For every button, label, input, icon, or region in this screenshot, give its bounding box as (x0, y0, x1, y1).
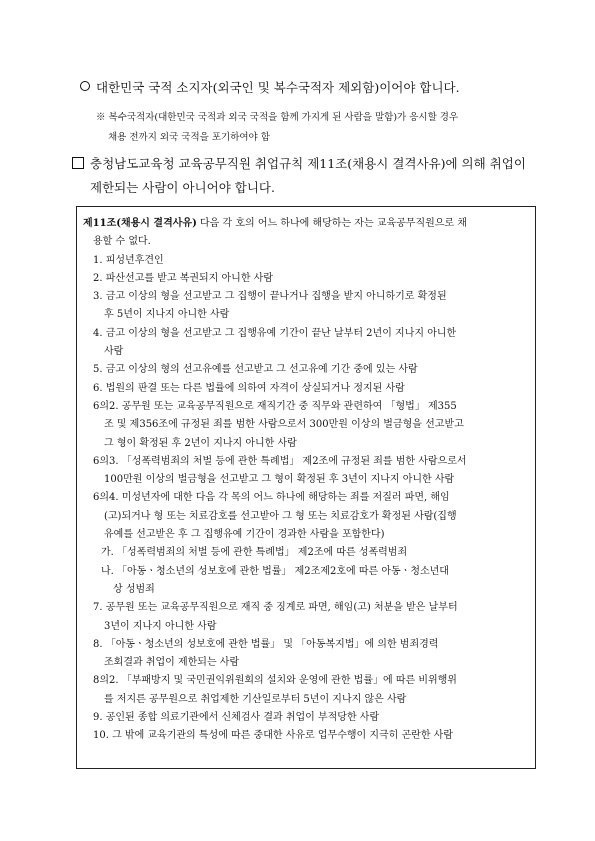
article-intro (83, 215, 529, 233)
article-11-box (76, 206, 536, 769)
article-intro-text: 다음 각 호의 어느 하나에 해당하는 자는 교육공무직원으로 채 (196, 218, 467, 229)
requirement-line: 충청남도교육청 교육공무직원 취업규칙 제11조(채용시 결격사유)에 의해 취업이 (90, 156, 526, 171)
article-item-continuation: 후 5년이 지나지 아니한 사람 (104, 309, 230, 321)
article-item-continuation: (고)되거나 형 또는 치료감호를 선고받아 그 형 또는 치료감호가 확정된 사람(집행 (104, 510, 457, 522)
article-item: 3. 금고 이상의 형을 선고받고 그 집행이 끝나거나 집행을 받지 아니하기로 확정된 (93, 291, 447, 303)
hollow-circle-bullet-icon (80, 81, 90, 91)
article-item: 5. 금고 이상의 형의 선고유예를 선고받고 그 선고유예 기간 중에 있는 사람 (93, 364, 418, 376)
article-subitem: 나. 「아동ㆍ청소년의 성보호에 관한 법률」 제2조제2호에 따른 아동ㆍ청소년대 (101, 565, 449, 577)
article-item: 6. 법원의 판결 또는 다른 법률에 의하여 자격이 상실되거나 정지된 사람 (93, 382, 405, 394)
article-item: 2. 파산선고를 받고 복권되지 아니한 사람 (93, 272, 273, 284)
article-item-continuation: 그 형이 확정된 후 2년이 지나지 아니한 사람 (104, 437, 297, 449)
article-item: 6의3. 「성폭력범죄의 처벌 등에 관한 특례법」 제2조에 규정된 죄를 범한 사람으로서 (93, 455, 467, 467)
article-item: 6의4. 미성년자에 대한 다음 각 목의 어느 하나에 해당하는 죄를 저질러 파면, 해임 (93, 492, 450, 504)
article-item-continuation: 100만원 이상의 벌금형을 선고받고 그 형이 확정된 후 3년이 지나지 아니한 사람 (104, 474, 455, 486)
article-item: 8. 「아동ㆍ청소년의 성보호에 관한 법률」 및 「아동복지법」에 의한 범죄경력 (93, 638, 439, 650)
nationality-requirement (80, 78, 460, 96)
article-item: 1. 피성년후견인 (93, 254, 164, 266)
article-item: 8의2. 「부패방지 및 국민권익위원회의 설치와 운영에 관한 법률」에 따른 비위행위 (93, 675, 457, 687)
article-subitem: 가. 「성폭력범죄의 처벌 등에 관한 특례법」 제2조에 따른 성폭력범죄 (101, 547, 408, 559)
article-item: 4. 금고 이상의 형을 선고받고 그 집행유예 기간이 끝난 날부터 2년이 지나지 아니한 (93, 327, 457, 339)
article-subitem-continuation: 상 성범죄 (113, 583, 155, 595)
article-item: 6의2. 공무원 또는 교육공무직원으로 재직기간 중 직무와 관련하여 「형법」 제355 (93, 400, 457, 412)
article-item: 7. 공무원 또는 교육공무직원으로 재직 중 징계로 파면, 해임(고) 처분을 받은 날부터 (93, 602, 458, 614)
article-item-continuation: 조회결과 취업이 제한되는 사람 (104, 657, 240, 669)
article-item-continuation: 조 및 제356조에 규정된 죄를 범한 사람으로서 300만원 이상의 벌금형을 선고받고 (104, 419, 464, 431)
article-item-continuation: 사람 (104, 346, 124, 358)
nationality-text: 대한민국 국적 소지자(외국인 및 복수국적자 제외함)이어야 합니다. (96, 80, 460, 95)
article-item-continuation: 를 저지른 공무원으로 취업제한 기산일로부터 5년이 지나지 않은 사람 (104, 693, 407, 705)
article-item-continuation: 유예를 선고받은 후 그 집행유예 기간이 경과한 사람을 포함한다) (104, 529, 385, 541)
note-line: ※ 복수국적자(대한민국 국적과 외국 국적을 함께 가지게 된 사람을 말함)가 응시할 경우 (96, 112, 459, 123)
requirement-line: 제한되는 사람이 아니어야 합니다. (90, 180, 275, 195)
note-line: 채용 전까지 외국 국적을 포기하여야 함 (108, 132, 270, 143)
article-item: 9. 공인된 종합 의료기관에서 신체검사 결과 취업이 부적당한 사람 (93, 712, 380, 724)
article-item-continuation: 3년이 지나지 아니한 사람 (104, 620, 217, 632)
article-title: 제11조(채용시 결격사유) (83, 218, 197, 229)
article-intro-line: 용할 수 없다. (93, 236, 151, 248)
article-item: 10. 그 밖에 교육기관의 특성에 따른 중대한 사유로 업무수행이 지극히 곤란한 사람 (93, 730, 453, 742)
checkbox-square-icon (72, 157, 84, 169)
dual-citizenship-note (96, 108, 556, 148)
employment-rule-requirement (72, 152, 552, 200)
